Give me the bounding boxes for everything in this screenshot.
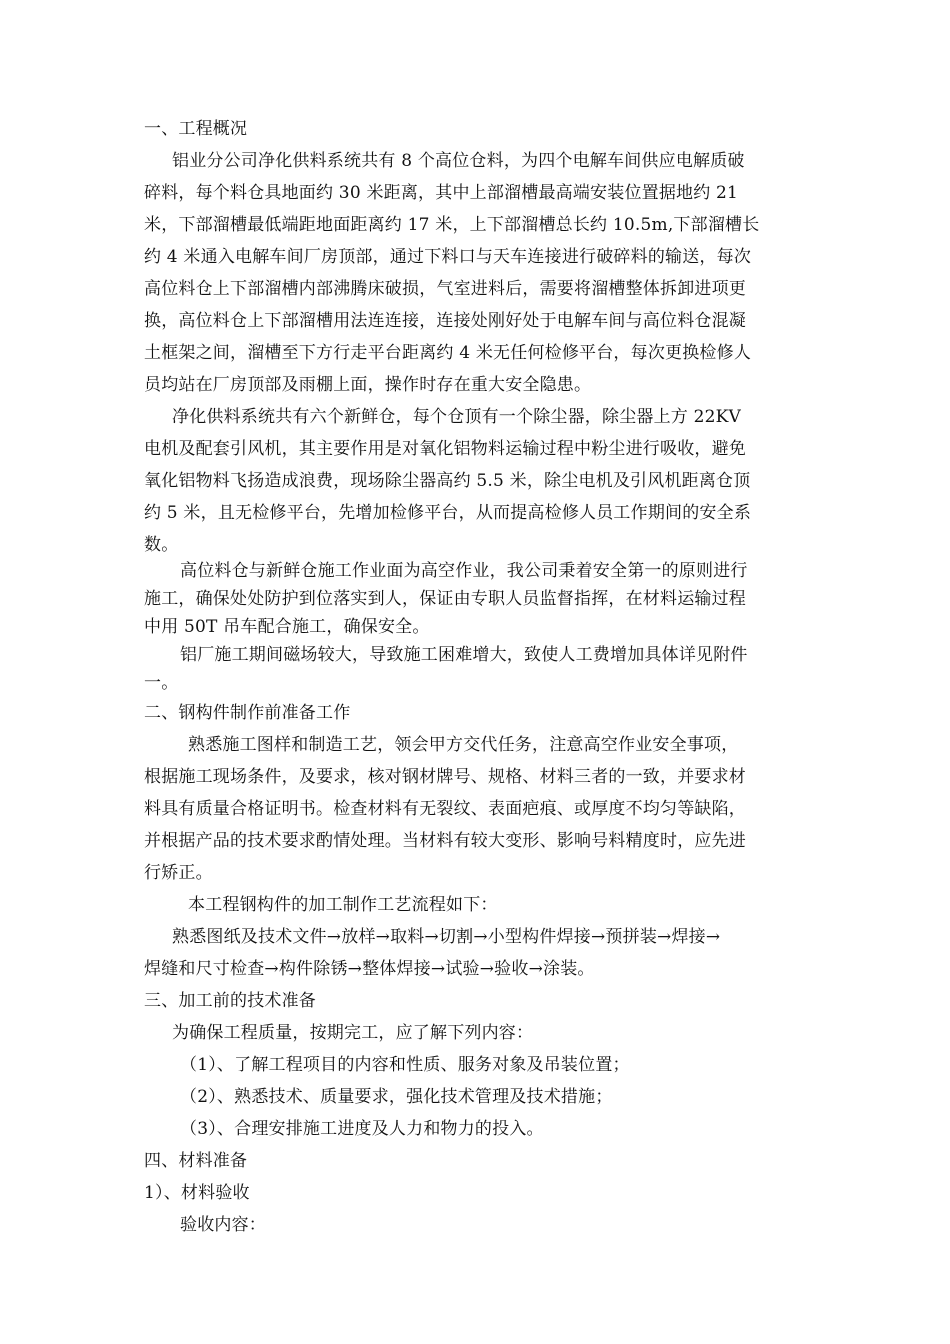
paragraph-line: 料具有质量合格证明书。检查材料有无裂纹、表面疤痕、或厚度不均匀等缺陷， <box>144 799 746 819</box>
paragraph-line: 一。 <box>144 673 179 693</box>
heading-section-1: 一、工程概况 <box>144 119 248 139</box>
paragraph-line: 验收内容： <box>180 1215 266 1235</box>
paragraph-line: 中用 50T 吊车配合施工，确保安全。 <box>144 617 430 637</box>
process-flow-line: 焊缝和尺寸检查→构件除锈→整体焊接→试验→验收→涂装。 <box>144 959 595 979</box>
paragraph-line: 米，下部溜槽最低端距地面距离约 17 米，上下部溜槽总长约 10.5m,下部溜槽长 <box>144 215 760 235</box>
paragraph-line: 铝业分公司净化供料系统共有 8 个高位仓料，为四个电解车间供应电解质破 <box>172 151 745 171</box>
heading-section-2: 二、钢构件制作前准备工作 <box>144 703 351 723</box>
subheading: 1）、材料验收 <box>144 1183 250 1203</box>
paragraph-line: 换，高位料仓上下部溜槽用法连连接，连接处刚好处于电解车间与高位料仓混凝 <box>144 311 746 331</box>
heading-section-4: 四、材料准备 <box>144 1151 248 1171</box>
paragraph-line: 行矫正。 <box>144 863 213 883</box>
paragraph-line: 施工，确保处处防护到位落实到人，保证由专职人员监督指挥，在材料运输过程 <box>144 589 746 609</box>
paragraph-line: 数。 <box>144 535 179 555</box>
paragraph-line: 熟悉施工图样和制造工艺，领会甲方交代任务，注意高空作业安全事项， <box>188 735 739 755</box>
paragraph-line: 高位料仓与新鲜仓施工作业面为高空作业，我公司秉着安全第一的原则进行 <box>180 561 748 581</box>
paragraph-line: 碎料，每个料仓具地面约 30 米距离，其中上部溜槽最高端安装位置据地约 21 <box>144 183 739 203</box>
list-item: （1）、了解工程项目的内容和性质、服务对象及吊装位置； <box>180 1055 630 1075</box>
paragraph-line: 员均站在厂房顶部及雨棚上面，操作时存在重大安全隐患。 <box>144 375 592 395</box>
paragraph-line: 高位料仓上下部溜槽内部沸腾床破损，气室进料后，需要将溜槽整体拆卸进项更 <box>144 279 746 299</box>
list-item: （3）、合理安排施工进度及人力和物力的投入。 <box>180 1119 544 1139</box>
paragraph-line: 约 5 米，且无检修平台，先增加检修平台，从而提高检修人员工作期间的安全系 <box>144 503 752 523</box>
paragraph-line: 氧化铝物料飞扬造成浪费，现场除尘器高约 5.5 米，除尘电机及引风机距离仓顶 <box>144 471 751 491</box>
heading-section-3: 三、加工前的技术准备 <box>144 991 316 1011</box>
process-flow-line: 熟悉图纸及技术文件→放样→取料→切割→小型构件焊接→预拼装→焊接→ <box>172 927 721 947</box>
paragraph-line: 铝厂施工期间磁场较大，导致施工困难增大，致使人工费增加具体详见附件 <box>180 645 748 665</box>
paragraph-line: 净化供料系统共有六个新鲜仓，每个仓顶有一个除尘器，除尘器上方 22KV <box>172 407 742 427</box>
paragraph-line: 本工程钢构件的加工制作工艺流程如下： <box>188 895 498 915</box>
paragraph-line: 约 4 米通入电解车间厂房顶部，通过下料口与天车连接进行破碎料的输送，每次 <box>144 247 752 267</box>
paragraph-line: 电机及配套引风机，其主要作用是对氧化铝物料运输过程中粉尘进行吸收，避免 <box>144 439 746 459</box>
paragraph-line: 根据施工现场条件，及要求，核对钢材牌号、规格、材料三者的一致，并要求材 <box>144 767 746 787</box>
paragraph-line: 为确保工程质量，按期完工，应了解下列内容： <box>172 1023 534 1043</box>
list-item: （2）、熟悉技术、质量要求，强化技术管理及技术措施； <box>180 1087 613 1107</box>
paragraph-line: 并根据产品的技术要求酌情处理。当材料有较大变形、影响号料精度时，应先进 <box>144 831 746 851</box>
paragraph-line: 土框架之间，溜槽至下方行走平台距离约 4 米无任何检修平台，每次更换检修人 <box>144 343 752 363</box>
